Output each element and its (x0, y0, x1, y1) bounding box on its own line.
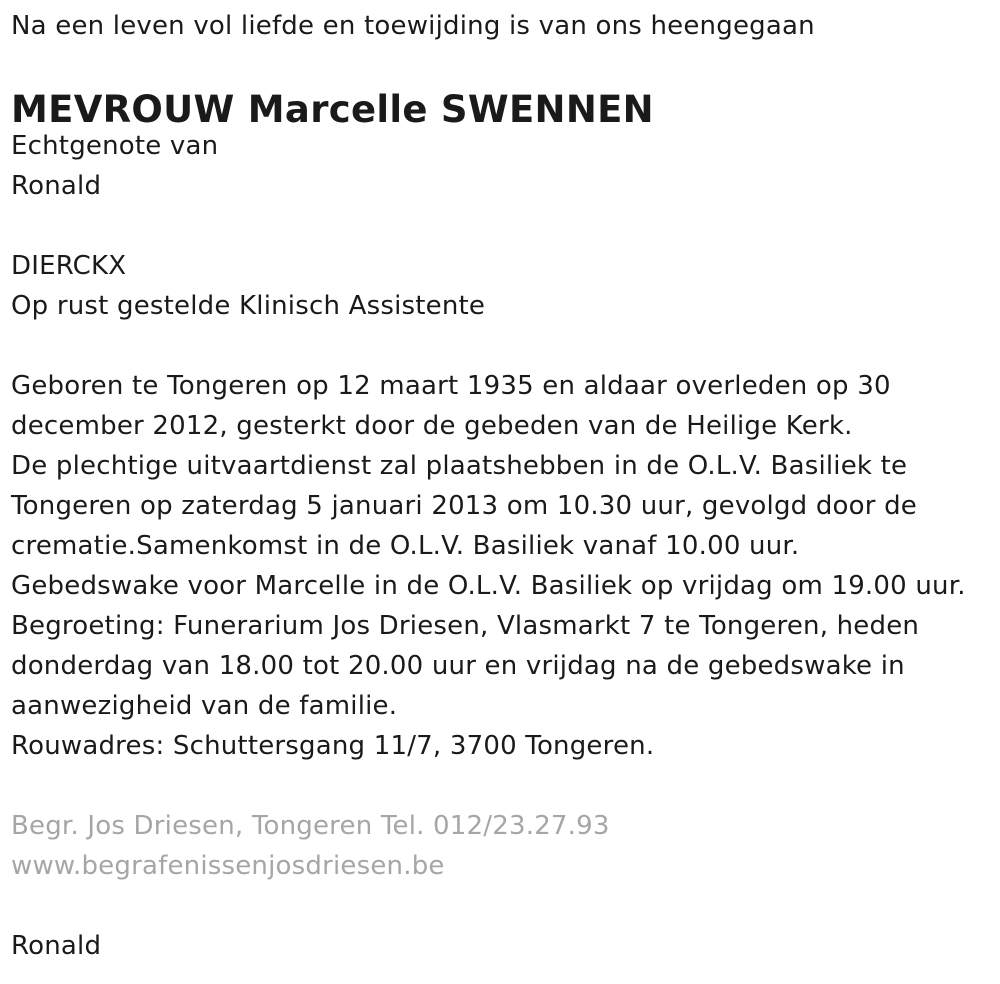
body-line: aanwezigheid van de familie. (11, 691, 398, 721)
body-line: De plechtige uitvaartdienst zal plaatshebben in de O.L.V. Basiliek te (11, 451, 908, 481)
spacer (11, 886, 991, 926)
profession: Op rust gestelde Klinisch Assistente (11, 291, 486, 321)
obituary-notice (11, 6, 991, 966)
body-line: Tongeren op zaterdag 5 januari 2013 om 10.30 uur, gevolgd door de (11, 491, 917, 521)
spacer (11, 326, 991, 366)
body-text (11, 366, 991, 766)
spacer (11, 206, 991, 246)
spouse-name: Ronald (11, 171, 102, 201)
intro-text: Na een leven vol liefde en toewijding is van ons heengegaan (11, 11, 815, 41)
body-line: december 2012, gesterkt door de gebeden van de Heilige Kerk. (11, 411, 853, 441)
funeral-home-contact: Begr. Jos Driesen, Tongeren Tel. 012/23.27.93 (11, 811, 610, 841)
spacer (11, 766, 991, 806)
signature: Ronald (11, 931, 102, 961)
body-line: Begroeting: Funerarium Jos Driesen, Vlasmarkt 7 te Tongeren, heden (11, 611, 920, 641)
body-line: Rouwadres: Schuttersgang 11/7, 3700 Tongeren. (11, 731, 655, 761)
deceased-name: MEVROUW Marcelle SWENNEN (11, 88, 654, 131)
body-line: Geboren te Tongeren op 12 maart 1935 en aldaar overleden op 30 (11, 371, 891, 401)
funeral-home-website: www.begrafenissenjosdriesen.be (11, 851, 445, 881)
spouse-surname: DIERCKX (11, 251, 127, 281)
body-line: Gebedswake voor Marcelle in de O.L.V. Basiliek op vrijdag om 19.00 uur. (11, 571, 966, 601)
spouse-label: Echtgenote van (11, 131, 219, 161)
body-line: donderdag van 18.00 tot 20.00 uur en vrijdag na de gebedswake in (11, 651, 905, 681)
body-line: crematie.Samenkomst in de O.L.V. Basiliek vanaf 10.00 uur. (11, 531, 800, 561)
